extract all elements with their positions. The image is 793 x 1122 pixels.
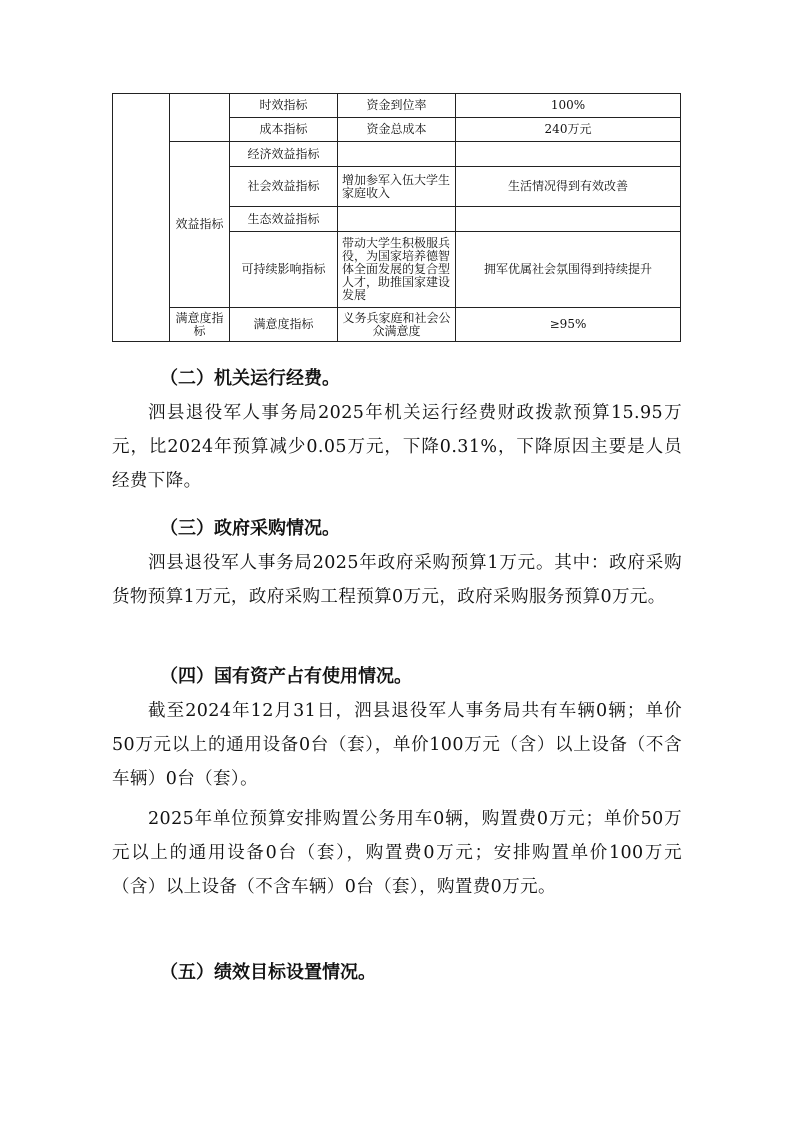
level3-indicator-cell: 经济效益指标 <box>230 142 338 167</box>
level3-indicator-cell: 社会效益指标 <box>230 167 338 207</box>
section-operating-expenses <box>112 362 682 498</box>
level3-indicator-cell: 生态效益指标 <box>230 207 338 232</box>
section-paragraph: 泗县退役军人事务局2025年机关运行经费财政拨款预算15.95万元，比2024年预算减少0.05万元，下降0.31%，下降原因主要是人员经费下降。 <box>112 403 682 491</box>
indicator-value-cell: 拥军优属社会氛围得到持续提升 <box>456 232 681 308</box>
section-heading: （三）政府采购情况。 <box>160 518 340 539</box>
level3-indicator-cell: 时效指标 <box>230 94 338 118</box>
table-row <box>113 308 681 342</box>
section-heading: （四）国有资产占有使用情况。 <box>160 666 412 687</box>
section-paragraph: 泗县退役军人事务局2025年政府采购预算1万元。其中：政府采购货物预算1万元，政府采购工程预算0万元，政府采购服务预算0万元。 <box>112 553 682 607</box>
table-row <box>113 94 681 118</box>
level3-indicator-cell: 可持续影响指标 <box>230 232 338 308</box>
level1-indicator-cell <box>113 94 170 342</box>
indicator-value-cell <box>456 207 681 232</box>
indicator-name-cell <box>338 142 456 167</box>
performance-indicator-table <box>112 93 681 342</box>
indicator-value-cell <box>456 142 681 167</box>
level2-indicator-cell <box>170 94 230 142</box>
level3-indicator-cell: 成本指标 <box>230 118 338 142</box>
level3-indicator-cell: 满意度指标 <box>230 308 338 342</box>
section-heading: （五）绩效目标设置情况。 <box>160 962 376 983</box>
indicator-name-cell: 资金总成本 <box>338 118 456 142</box>
table-row <box>113 142 681 167</box>
section-state-assets <box>112 660 682 904</box>
level2-indicator-cell: 满意度指标 <box>170 308 230 342</box>
level2-indicator-cell: 效益指标 <box>170 142 230 308</box>
section-heading: （二）机关运行经费。 <box>160 368 340 389</box>
section-paragraph: 2025年单位预算安排购置公务用车0辆，购置费0万元；单价50万元以上的通用设备0台（套），购置费0万元；安排购置单价100万元（含）以上设备（不含车辆）0台（套），购置费0万元。 <box>112 809 682 897</box>
section-paragraph: 截至2024年12月31日，泗县退役军人事务局共有车辆0辆；单价50万元以上的通用设备0台（套），单价100万元（含）以上设备（不含车辆）0台（套）。 <box>112 701 682 789</box>
indicator-value-cell: 生活情况得到有效改善 <box>456 167 681 207</box>
indicator-value-cell: 240万元 <box>456 118 681 142</box>
indicator-name-cell: 资金到位率 <box>338 94 456 118</box>
section-performance-goals <box>112 956 682 990</box>
indicator-name-cell: 带动大学生积极服兵役，为国家培养德智体全面发展的复合型人才，助推国家建设发展 <box>338 232 456 308</box>
indicator-name-cell: 增加参军入伍大学生家庭收入 <box>338 167 456 207</box>
indicator-value-cell: ≥95% <box>456 308 681 342</box>
indicator-name-cell: 义务兵家庭和社会公众满意度 <box>338 308 456 342</box>
indicator-name-cell <box>338 207 456 232</box>
section-government-procurement <box>112 512 682 614</box>
indicator-value-cell: 100% <box>456 94 681 118</box>
